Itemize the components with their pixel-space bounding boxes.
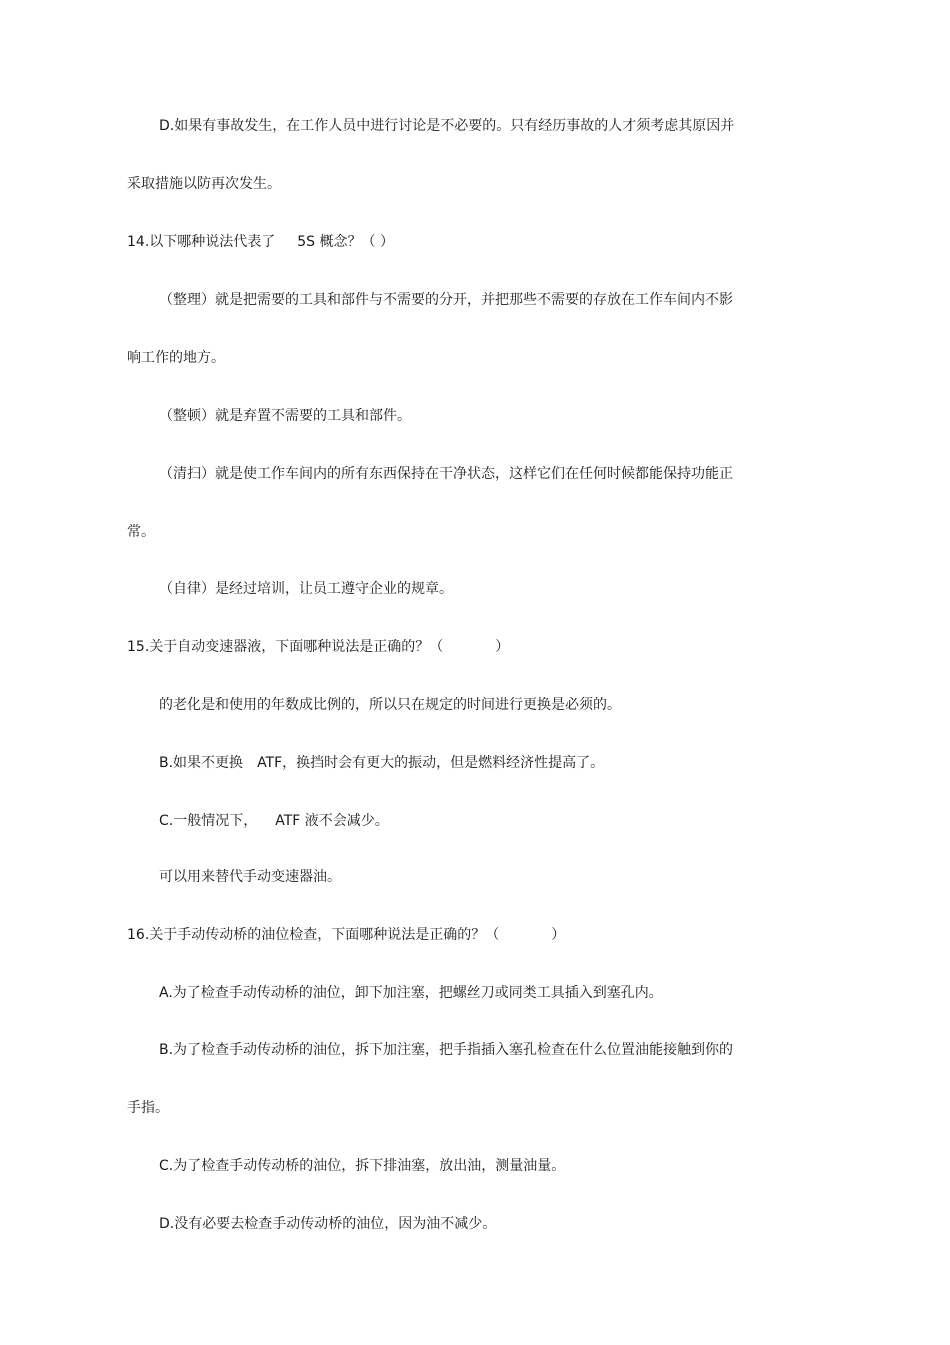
q14-question-prefix: 14.以下哪种说法代表了 [127, 234, 276, 250]
q14-option-d: （自律）是经过培训，让员工遵守企业的规章。 [159, 581, 453, 597]
q15-option-a: 的老化是和使用的年数成比例的，所以只在规定的时间进行更换是必须的。 [159, 697, 621, 713]
q14-question-term: 5S 概念？（ ） [297, 234, 394, 250]
q15-option-b-prefix: B.如果不更换 [159, 755, 244, 771]
q14-option-a-line1: （整理）就是把需要的工具和部件与不需要的分开，并把那些不需要的存放在工作车间内不影 [159, 292, 733, 308]
q15-question-prefix: 15.关于自动变速器液，下面哪种说法是正确的？（ [127, 639, 444, 655]
q16-question-suffix: ） [551, 927, 566, 943]
q13-option-d-line1: D.如果有事故发生，在工作人员中进行讨论是不必要的。只有经历事故的人才须考虑其原因并 [159, 118, 735, 134]
q16-option-d: D.没有必要去检查手动传动桥的油位，因为油不减少。 [159, 1216, 497, 1232]
q15-option-c-suffix: ATF 液不会减少。 [275, 813, 389, 829]
q14-option-c-line1: （清扫）就是使工作车间内的所有东西保持在干净状态，这样它们在任何时候都能保持功能正 [159, 466, 733, 482]
q16-option-a: A.为了检查手动传动桥的油位，卸下加注塞，把螺丝刀或同类工具插入到塞孔内。 [159, 985, 663, 1001]
q15-option-b [159, 753, 604, 773]
q16-option-c: C.为了检查手动传动桥的油位，拆下排油塞，放出油，测量油量。 [159, 1158, 566, 1174]
q15-question [127, 637, 509, 657]
q14-option-c-line2: 常。 [127, 524, 155, 540]
q15-option-c-prefix: C.一般情况下， [159, 813, 258, 829]
q13-option-d-line2: 采取措施以防再次发生。 [127, 176, 281, 192]
q15-option-c [159, 811, 389, 831]
q16-option-b-line2: 手指。 [127, 1100, 169, 1116]
q15-option-d: 可以用来替代手动变速器油。 [159, 869, 341, 885]
q14-option-b: （整顿）就是弃置不需要的工具和部件。 [159, 408, 411, 424]
q16-question [127, 925, 565, 945]
q16-option-b-line1: B.为了检查手动传动桥的油位，拆下加注塞，把手指插入塞孔检查在什么位置油能接触到你的 [159, 1042, 734, 1058]
q14-question [127, 232, 394, 252]
q16-question-prefix: 16.关于手动传动桥的油位检查，下面哪种说法是正确的？（ [127, 927, 500, 943]
q15-question-suffix: ） [495, 639, 510, 655]
q15-option-b-suffix: ATF，换挡时会有更大的振动，但是燃料经济性提高了。 [257, 755, 605, 771]
q14-option-a-line2: 响工作的地方。 [127, 350, 225, 366]
